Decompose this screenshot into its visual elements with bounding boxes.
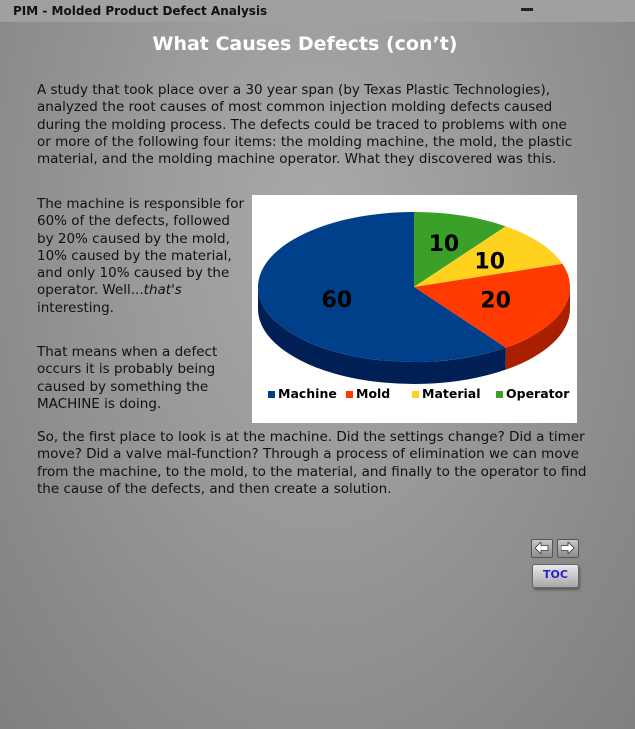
legend-swatch-mold — [346, 391, 353, 398]
defect-causes-chart — [252, 195, 577, 423]
pie-label-material: 10 — [474, 249, 506, 275]
pie-chart-svg — [252, 195, 577, 423]
back-button[interactable] — [531, 539, 553, 558]
minimize-button[interactable] — [520, 5, 534, 15]
pie-label-mold: 20 — [480, 288, 511, 314]
legend-label-mold: Mold — [356, 386, 391, 401]
minimize-icon — [521, 8, 533, 11]
page-title: What Causes Defects (con’t) — [152, 33, 458, 55]
pie-label-machine: 60 — [321, 288, 353, 314]
legend-label-machine: Machine — [278, 386, 337, 401]
toc-button[interactable]: TOC — [532, 564, 579, 588]
conclusion-paragraph: So, the first place to look is at the machine. Did the settings change? Did a timer move? Did a valve mal-function? Through a process of elimination we can move from the machine, to the mold, to the material, and finally to the operator to find the cause of the defects, and then create a solution. — [37, 429, 587, 497]
forward-button[interactable] — [557, 539, 579, 558]
arrow-left-icon — [535, 542, 549, 554]
pie-label-operator: 10 — [428, 231, 460, 257]
legend-swatch-machine — [268, 391, 275, 398]
legend-label-operator: Operator — [506, 386, 570, 401]
findings-paragraph — [37, 196, 249, 317]
intro-paragraph: A study that took place over a 30 year span (by Texas Plastic Technologies), analyzed the root causes of most common injection molding defects caused during the molding process. The defects could be traced to problems with one or more of the following four items: the molding machine, the mold, the plastic material, and the molding machine operator. What they discovered was this. — [37, 82, 573, 168]
arrow-right-icon — [561, 542, 575, 554]
window-title: PIM - Molded Product Defect Analysis — [13, 4, 268, 18]
legend-swatch-material — [412, 391, 419, 398]
findings-emphasis: that's — [143, 282, 182, 299]
legend-swatch-operator — [496, 391, 503, 398]
findings-text: The machine is responsible for 60% of the defects, followed by 20% caused by the mold, 10% caused by the material, and only 10% caused by the operator. Well... — [37, 196, 245, 299]
findings-end: interesting. — [37, 299, 114, 316]
machine-paragraph: That means when a defect occurs it is probably being caused by something the MACHINE is doing. — [37, 344, 218, 412]
title-bar — [0, 0, 635, 22]
legend-label-material: Material — [422, 386, 481, 401]
